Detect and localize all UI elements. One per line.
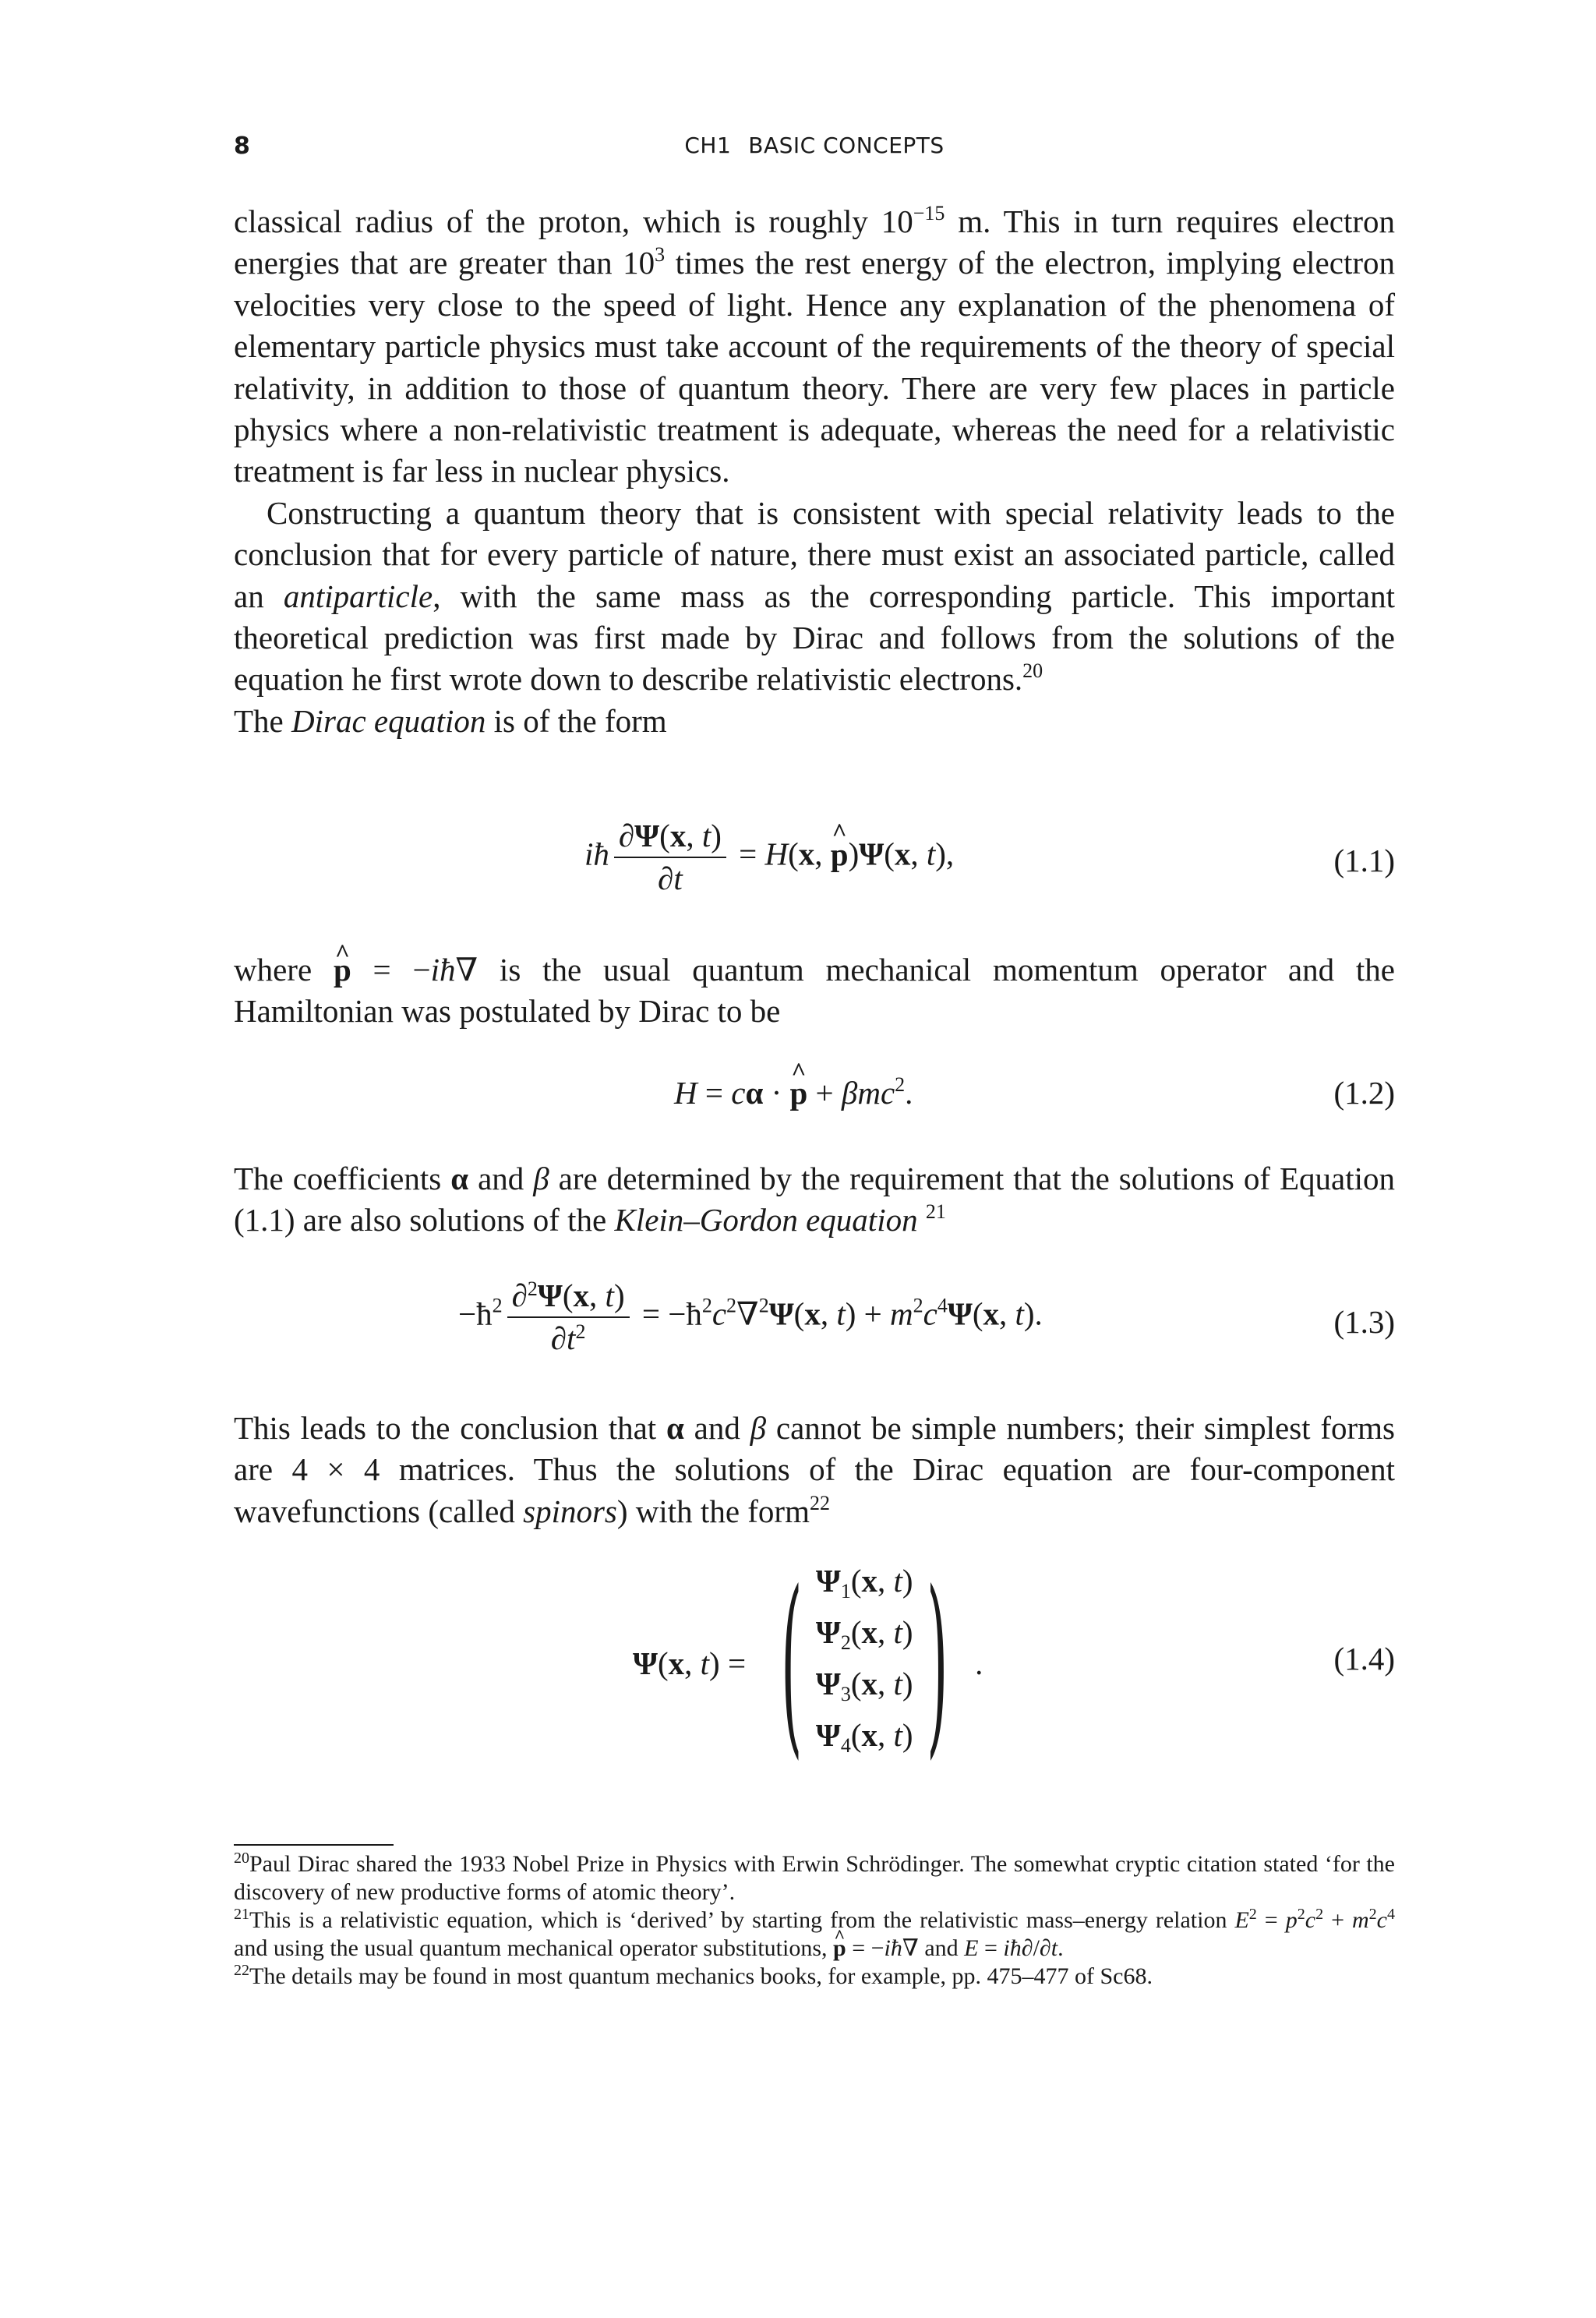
footnote-ref-20: 20 [1022, 659, 1043, 683]
footnote-22 [234, 1963, 1395, 1991]
para2-text-2: , with the same mass as the corresponding particle. This important theoretical prediction was first made by Dirac and follows from the solutions of the equation he first wrote down to describe relativistic electrons. [234, 578, 1396, 698]
para1-exponent-1: −15 [913, 202, 945, 224]
para3-text-2: is the usual quantum mechanical momentum operator and the Hamiltonian was postulated by Dirac to be [234, 952, 1395, 1030]
para2-text-3: The [234, 702, 291, 739]
para1-text-2: m. This in turn requires electron energies that are greater than 10 [234, 203, 1395, 281]
paragraph-1 [234, 201, 1395, 493]
footnote-rule [234, 1844, 394, 1846]
equation-1-4 [234, 1549, 1395, 1776]
footnote-ref-22: 22 [809, 1491, 830, 1514]
footnote-mark: 20 [234, 1850, 249, 1867]
para2-text-1: Constructing a quantum theory that is consistent with special relativity leads to the conclusion that for every particle of nature, there must exist an associated particle, called an [234, 494, 1395, 614]
equation-1-4-body: Ψ(x, t) = ( Ψ1(x, t) Ψ2(x, t) Ψ3(x, t) Ψ4(x, t) ) . [633, 1549, 983, 1776]
para2-emphasis-antiparticle: antiparticle [283, 578, 433, 614]
text-block-4 [234, 1408, 1395, 1532]
equation-number: (1.3) [1333, 1304, 1395, 1340]
para4-emphasis-klein-gordon: Klein–Gordon equation [614, 1202, 918, 1239]
para2-text-4: is of the form [486, 702, 667, 739]
footnote-text: and [918, 1935, 965, 1961]
text-block-3 [234, 1158, 1395, 1242]
equation-1-2-body: H = cα · ^ p + βmc$^2$. [674, 1074, 913, 1111]
para1-text-1: classical radius of the proton, which is roughly 10 [234, 203, 913, 239]
para3-text-1: where [234, 952, 334, 988]
footnote-mark: 21 [234, 1906, 249, 1923]
footnote-text: This is a relativistic equation, which is ‘derived’ by starting from the relativistic mass–energy relation [249, 1907, 1235, 1933]
equation-1-2 [234, 1074, 1395, 1121]
paragraph-5: This leads to the conclusion that α and β cannot be simple numbers; their simplest forms are 4 × 4 matrices. Thus the solutions of the Dirac equation are four-component wavefunctions (called spinors) with the form$^{22}$ [234, 1410, 1395, 1529]
text-block-2 [234, 949, 1395, 1033]
equation-number: (1.1) [1333, 843, 1395, 878]
footnote-text: and using the usual quantum mechanical operator substitutions, [234, 1935, 834, 1961]
spinor-column-vector: ( Ψ1(x, t) Ψ2(x, t) Ψ3(x, t) Ψ4(x, t) ) [781, 1549, 948, 1776]
equation-number: (1.4) [1333, 1641, 1395, 1677]
para5-text-3: cannot be simple numbers; their simplest forms are 4 × 4 matrices. Thus the solutions of the Dirac equation are four-component wavefunctions (called [234, 1410, 1395, 1529]
para4-text-2: and [468, 1161, 534, 1196]
equation-number: (1.2) [1333, 1075, 1395, 1111]
para4-text-3: are determined by the requirement that the solutions of Equation (1.1) are also solutions of the [234, 1161, 1395, 1239]
footnotes [234, 1850, 1395, 1991]
page-number: 8 [234, 133, 250, 160]
footnote-mark: 22 [234, 1962, 249, 1979]
equation-1-3 [234, 1278, 1395, 1372]
chapter-title: BASIC CONCEPTS [748, 133, 945, 158]
footnote-21: $^{21}$This is a relativistic equation, which is ‘derived’ by starting from the relativistic mass–energy relation $E^2 = p^2c^2 + m^2c^4$ and using the usual quantum mechanical operator substitutions, ^ p = −iħ∇ and E = iħ∂/∂t. [234, 1906, 1395, 1963]
paragraph-3: where ^ p = −iħ∇ is the usual quantum mechanical momentum operator and the Hamiltonian was postulated by Dirac to be [234, 949, 1395, 1033]
footnote-ref-21: 21 [925, 1200, 946, 1224]
equation-1-1-body: iħ $\frac{\partial\Psi(x, t)}{\partial t}$ = H(x, ^ p)Ψ(x, t), [584, 818, 954, 896]
para5-text-1: This leads to the conclusion that [234, 1410, 666, 1446]
text-block-1 [234, 201, 1395, 742]
page-header [234, 133, 1395, 171]
footnote-text: The details may be found in most quantum mechanics books, for example, pp. 475–477 of Sc68. [249, 1963, 1153, 1989]
equation-1-3-body: $-ħ^2$ $\frac{\partial^2\Psi(x, t)}{\partial t^2}$ = $-ħ^2c^2\nabla^2\Psi(x$, $t) + m^2c^4\Psi(x$, t). [458, 1277, 1043, 1357]
running-head [234, 133, 1395, 158]
para1-exponent-2: 3 [655, 243, 666, 267]
para5-text-2: and [683, 1410, 750, 1446]
para4-text-1: The coefficients [234, 1161, 451, 1196]
equation-1-1 [234, 818, 1395, 912]
footnote-text: Paul Dirac shared the 1933 Nobel Prize in Physics with Erwin Schrödinger. The somewhat cryptic citation stated ‘for the discovery of new productive forms of atomic theory’. [234, 1851, 1395, 1905]
footnote-20 [234, 1850, 1395, 1906]
para5-text-4: ) with the form [616, 1493, 810, 1529]
chapter-label: CH1 [684, 133, 732, 158]
paragraph-4: The coefficients α and β are determined by the requirement that the solutions of Equation (1.1) are also solutions of the Klein–Gordon equation $^{21}$ [234, 1161, 1395, 1239]
para2-emphasis-dirac-equation: Dirac equation [291, 702, 486, 739]
paragraph-2 [234, 493, 1395, 742]
para1-text-3: times the rest energy of the electron, implying electron velocities very close to the speed of light. Hence any explanation of the phenomena of elementary particle physics must take account of the requirements of the theory of special relativity, in addition to those of quantum theory. There are very few places in particle physics where a non-relativistic treatment is adequate, whereas the need for a relativistic treatment is far less in nuclear physics. [234, 245, 1395, 489]
para5-emphasis-spinors: spinors [523, 1493, 617, 1529]
